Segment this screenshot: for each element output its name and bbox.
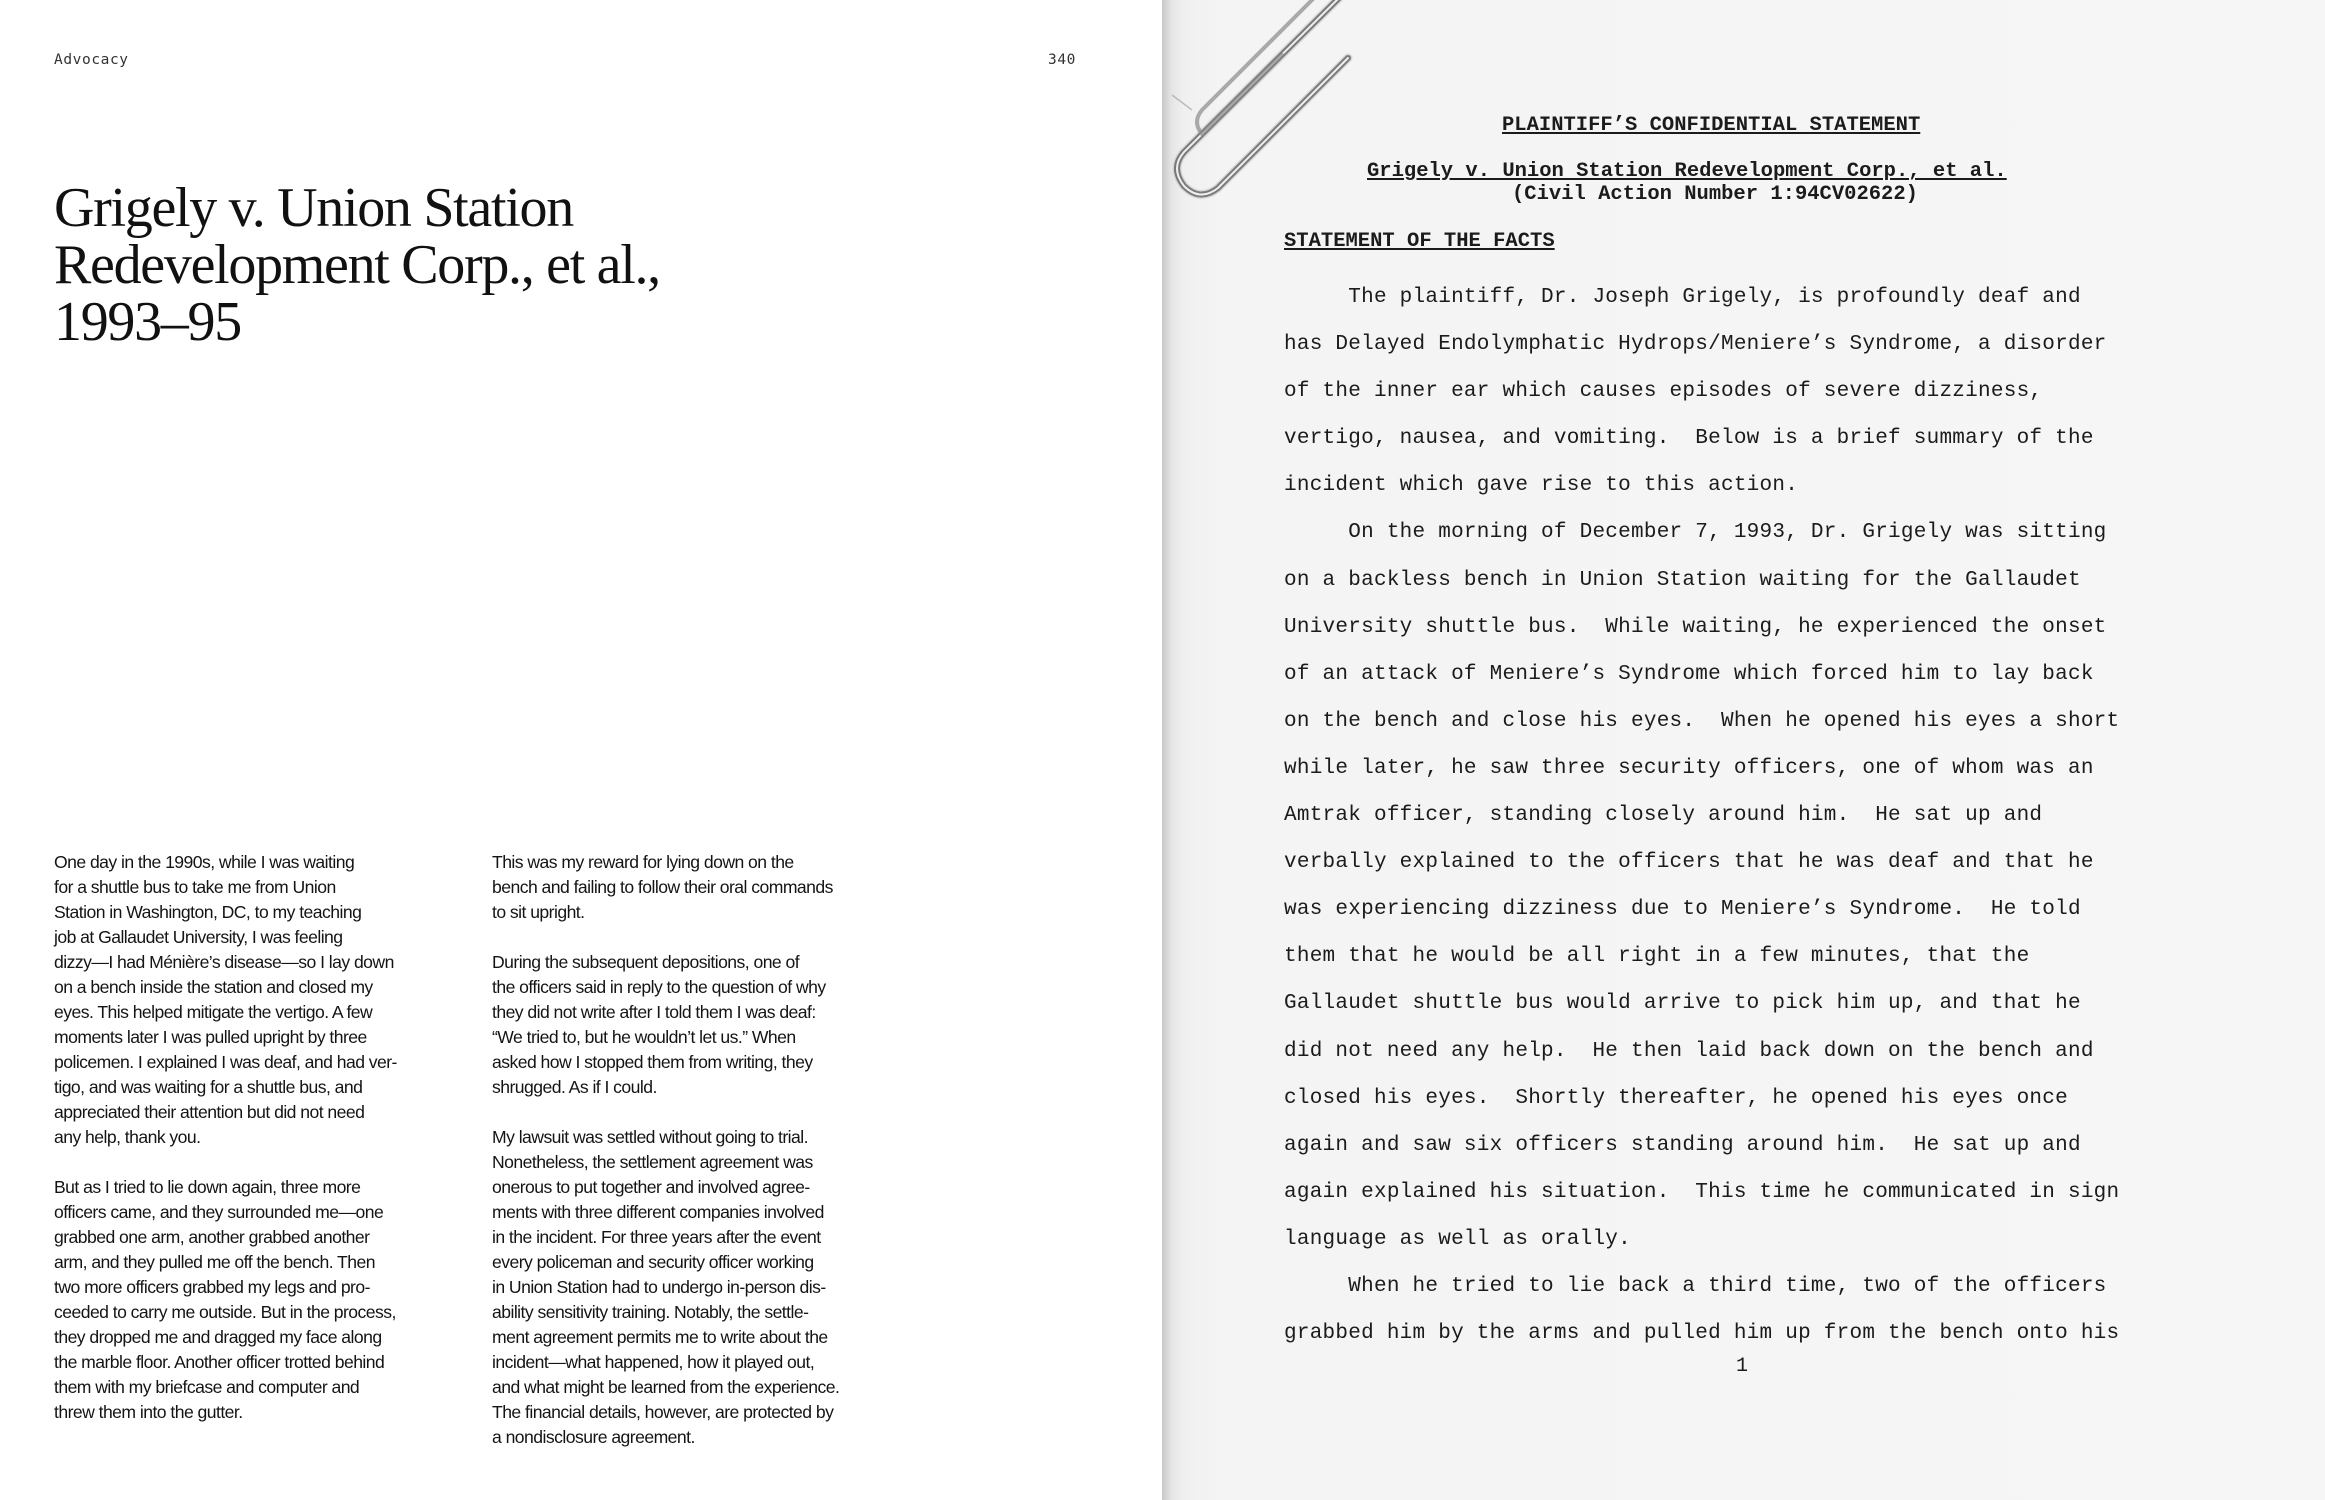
text-line: appreciated their attention but did not need — [54, 1102, 365, 1122]
text-line: grabbed one arm, another grabbed another — [54, 1227, 370, 1247]
text-line: threw them into the gutter. — [54, 1402, 243, 1422]
document-page-number: 1 — [1736, 1355, 1749, 1378]
page-number: 340 — [1048, 52, 1076, 68]
text-line: on a bench inside the station and closed my — [54, 977, 373, 997]
text-line: This was my reward for lying down on the — [492, 852, 794, 872]
text-line: arm, and they pulled me off the bench. Then — [54, 1252, 375, 1272]
text-line: any help, thank you. — [54, 1127, 201, 1147]
text-line: On the morning of December 7, 1993, Dr. Grigely was sitting — [1284, 521, 2107, 545]
text-line: the officers said in reply to the question of why — [492, 977, 826, 997]
right-page-scanned-document — [1162, 0, 2325, 1500]
text-line: When he tried to lie back a third time, two of the officers — [1284, 1274, 2107, 1298]
text-line: verbally explained to the officers that he was deaf and that he — [1284, 851, 2094, 875]
civil-action-number: (Civil Action Number 1:94CV02622) — [1512, 183, 1918, 206]
text-line: for a shuttle bus to take me from Union — [54, 877, 336, 897]
text-line: moments later I was pulled upright by three — [54, 1027, 367, 1047]
document-heading: PLAINTIFF’S CONFIDENTIAL STATEMENT — [1502, 114, 1921, 137]
case-title: Grigely v. Union Station Redevelopment Corp., et al. — [1367, 160, 2007, 183]
text-line: University shuttle bus. While waiting, he experienced the onset — [1284, 615, 2107, 639]
text-line: a nondisclosure agreement. — [492, 1427, 695, 1447]
paragraph — [492, 950, 912, 1100]
text-line: shrugged. As if I could. — [492, 1077, 657, 1097]
text-line: policemen. I explained I was deaf, and had ver- — [54, 1052, 397, 1072]
text-column-1 — [54, 850, 474, 1450]
title-line: Grigely v. Union Station — [54, 176, 573, 239]
text-line: Gallaudet shuttle bus would arrive to pick him up, and that he — [1284, 992, 2081, 1016]
text-line: officers came, and they surrounded me—one — [54, 1202, 384, 1222]
statement-body — [1284, 274, 2119, 1357]
text-line: every policeman and security officer working — [492, 1252, 814, 1272]
paragraph — [492, 1125, 912, 1450]
text-line: The plaintiff, Dr. Joseph Grigely, is profoundly deaf and — [1284, 286, 2081, 309]
text-line: again and saw six officers standing around him. He sat up and — [1284, 1133, 2081, 1157]
text-line: tigo, and was waiting for a shuttle bus, and — [54, 1077, 363, 1097]
text-line: they did not write after I told them I was deaf: — [492, 1002, 816, 1022]
text-line: eyes. This helped mitigate the vertigo. A few — [54, 1002, 373, 1022]
left-page — [0, 0, 1162, 1500]
text-line: But as I tried to lie down again, three more — [54, 1177, 361, 1197]
text-line: in the incident. For three years after the event — [492, 1227, 821, 1247]
text-line: grabbed him by the arms and pulled him up from the bench onto his — [1284, 1322, 2120, 1346]
paragraph — [492, 850, 912, 925]
text-line: to sit upright. — [492, 902, 585, 922]
section-heading: STATEMENT OF THE FACTS — [1284, 230, 1555, 253]
paragraph — [54, 1175, 474, 1425]
paragraph — [54, 850, 474, 1150]
section-label: Advocacy — [54, 52, 129, 68]
text-line: they dropped me and dragged my face along — [54, 1327, 382, 1347]
text-line: was experiencing dizziness due to Meniere’s Syndrome. He told — [1284, 898, 2081, 922]
text-line: on a backless bench in Union Station waiting for the Gallaudet — [1284, 568, 2081, 592]
text-line: ment agreement permits me to write about the — [492, 1327, 828, 1347]
text-line: ments with three different companies involved — [492, 1202, 824, 1222]
page-title — [54, 176, 954, 353]
title-line: 1993–95 — [54, 290, 241, 353]
text-line: has Delayed Endolymphatic Hydrops/Meniere’s Syndrome, a disorder — [1284, 333, 2107, 357]
text-line: again explained his situation. This time he communicated in sign — [1284, 1180, 2120, 1204]
text-line: vertigo, nausea, and vomiting. Below is a brief summary of the — [1284, 427, 2094, 451]
text-line: My lawsuit was settled without going to trial. — [492, 1127, 808, 1147]
text-line: onerous to put together and involved agree- — [492, 1177, 810, 1197]
text-line: on the bench and close his eyes. When he opened his eyes a short — [1284, 709, 2120, 733]
text-line: dizzy—I had Ménière’s disease—so I lay down — [54, 952, 394, 972]
text-line: in Union Station had to undergo in-person dis- — [492, 1277, 826, 1297]
text-line: The financial details, however, are protected by — [492, 1402, 834, 1422]
text-line: did not need any help. He then laid back down on the bench and — [1284, 1039, 2094, 1063]
text-line: incident—what happened, how it played out, — [492, 1352, 815, 1372]
text-line: job at Gallaudet University, I was feeling — [54, 927, 343, 947]
text-line: ceeded to carry me outside. But in the process, — [54, 1302, 396, 1322]
text-line: of an attack of Meniere’s Syndrome which forced him to lay back — [1284, 662, 2094, 686]
text-line: and what might be learned from the experience. — [492, 1377, 840, 1397]
text-line: One day in the 1990s, while I was waiting — [54, 852, 355, 872]
text-line: Amtrak officer, standing closely around him. He sat up and — [1284, 804, 2043, 828]
text-line: them that he would be all right in a few minutes, that the — [1284, 945, 2030, 969]
text-line: incident which gave rise to this action. — [1284, 474, 1799, 498]
text-line: Nonetheless, the settlement agreement was — [492, 1152, 813, 1172]
text-line: of the inner ear which causes episodes of severe dizziness, — [1284, 380, 2043, 404]
text-line: two more officers grabbed my legs and pro- — [54, 1277, 370, 1297]
text-line: “We tried to, but he wouldn’t let us.” When — [492, 1027, 796, 1047]
text-column-2 — [492, 850, 912, 1475]
text-line: bench and failing to follow their oral commands — [492, 877, 833, 897]
text-line: During the subsequent depositions, one of — [492, 952, 800, 972]
text-line: ability sensitivity training. Notably, the settle- — [492, 1302, 809, 1322]
text-line: while later, he saw three security officers, one of whom was an — [1284, 756, 2094, 780]
text-line: Station in Washington, DC, to my teaching — [54, 902, 362, 922]
text-line: asked how I stopped them from writing, they — [492, 1052, 813, 1072]
text-line: closed his eyes. Shortly thereafter, he opened his eyes once — [1284, 1086, 2068, 1110]
text-line: the marble floor. Another officer trotted behind — [54, 1352, 385, 1372]
title-line: Redevelopment Corp., et al., — [54, 233, 660, 296]
paperclip-icon — [1162, 0, 1362, 210]
text-line: them with my briefcase and computer and — [54, 1377, 360, 1397]
text-line: language as well as orally. — [1284, 1227, 1632, 1251]
